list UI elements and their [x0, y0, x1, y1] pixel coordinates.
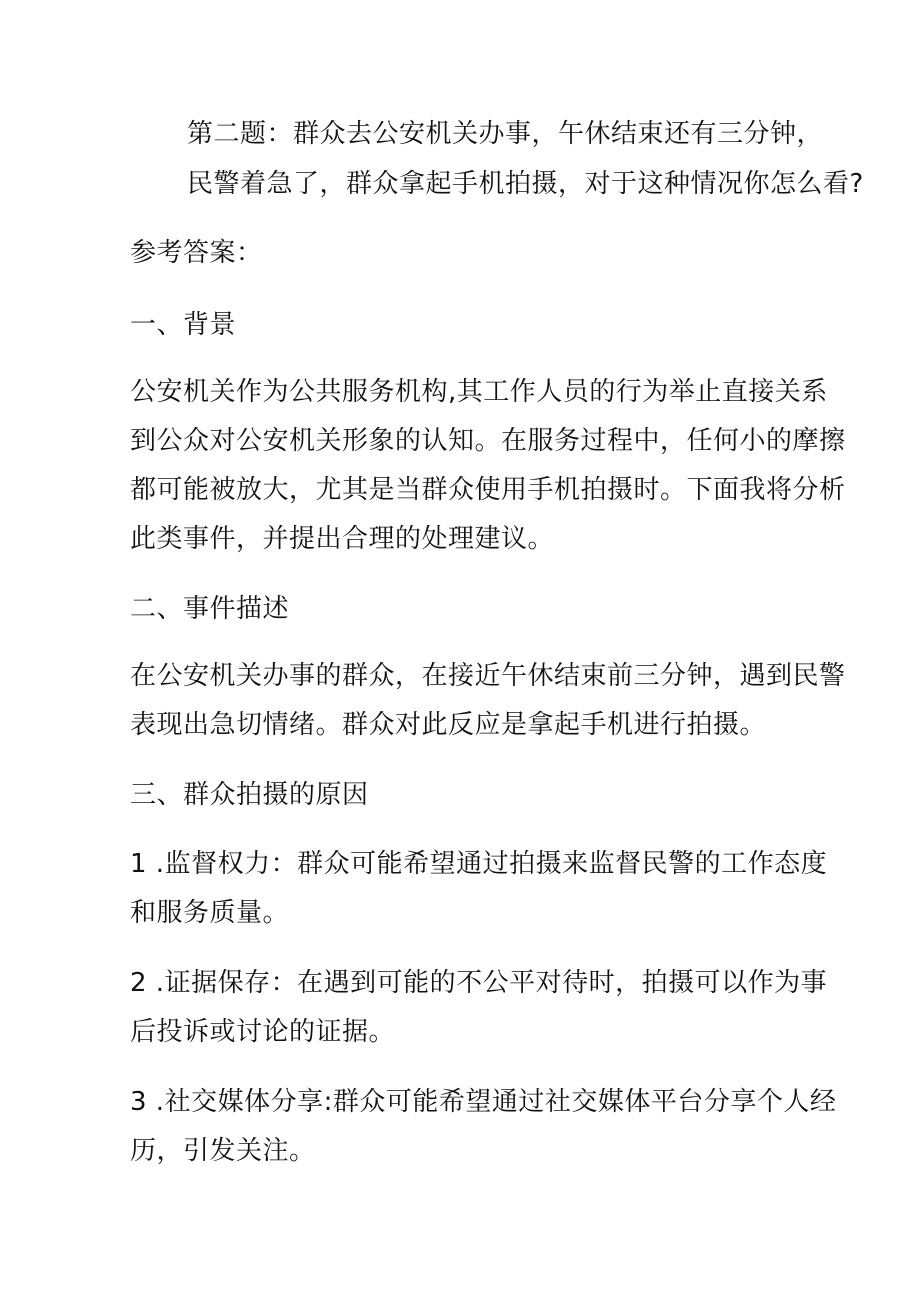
section-3-heading: 三、群众拍摄的原因: [130, 780, 369, 810]
section-3-item-3-line-2: 历，引发关注。: [130, 1136, 316, 1166]
section-3-item-2-line-2: 后投诉或讨论的证据。: [130, 1017, 396, 1047]
section-1-line: 都可能被放大，尤其是当群众使用手机拍摄时。下面我将分析: [130, 475, 846, 505]
section-2-line: 在公安机关办事的群众，在接近午休结束前三分钟，遇到民警: [130, 661, 846, 691]
section-3-item-3-line-1: 3 .社交媒体分享:群众可能希望通过社交媒体平台分享个人经: [130, 1087, 837, 1117]
section-2-line: 表现出急切情绪。群众对此反应是拿起手机进行拍摄。: [130, 710, 767, 740]
question-line-2: 民警着急了，群众拿起手机拍摄，对于这种情况你怎么看?: [187, 169, 864, 199]
section-3-item-2-line-1: 2 .证据保存：在遇到可能的不公平对待时，拍摄可以作为事: [130, 968, 828, 998]
answer-label: 参考答案：: [130, 238, 263, 268]
section-1-line: 此类事件，并提出合理的处理建议。: [130, 524, 555, 554]
section-2-heading: 二、事件描述: [130, 594, 290, 624]
question-line-1: 第二题：群众去公安机关办事，午休结束还有三分钟，: [187, 119, 824, 149]
section-3-item-1-line-2: 和服务质量。: [130, 898, 290, 928]
section-1-line: 到公众对公安机关形象的认知。在服务过程中，任何小的摩擦: [130, 426, 846, 456]
section-3-item-1-line-1: 1 .监督权力：群众可能希望通过拍摄来监督民警的工作态度: [130, 849, 828, 879]
section-1-line: 公安机关作为公共服务机构,其工作人员的行为举止直接关系: [130, 377, 828, 407]
section-1-heading: 一、背景: [130, 310, 237, 340]
